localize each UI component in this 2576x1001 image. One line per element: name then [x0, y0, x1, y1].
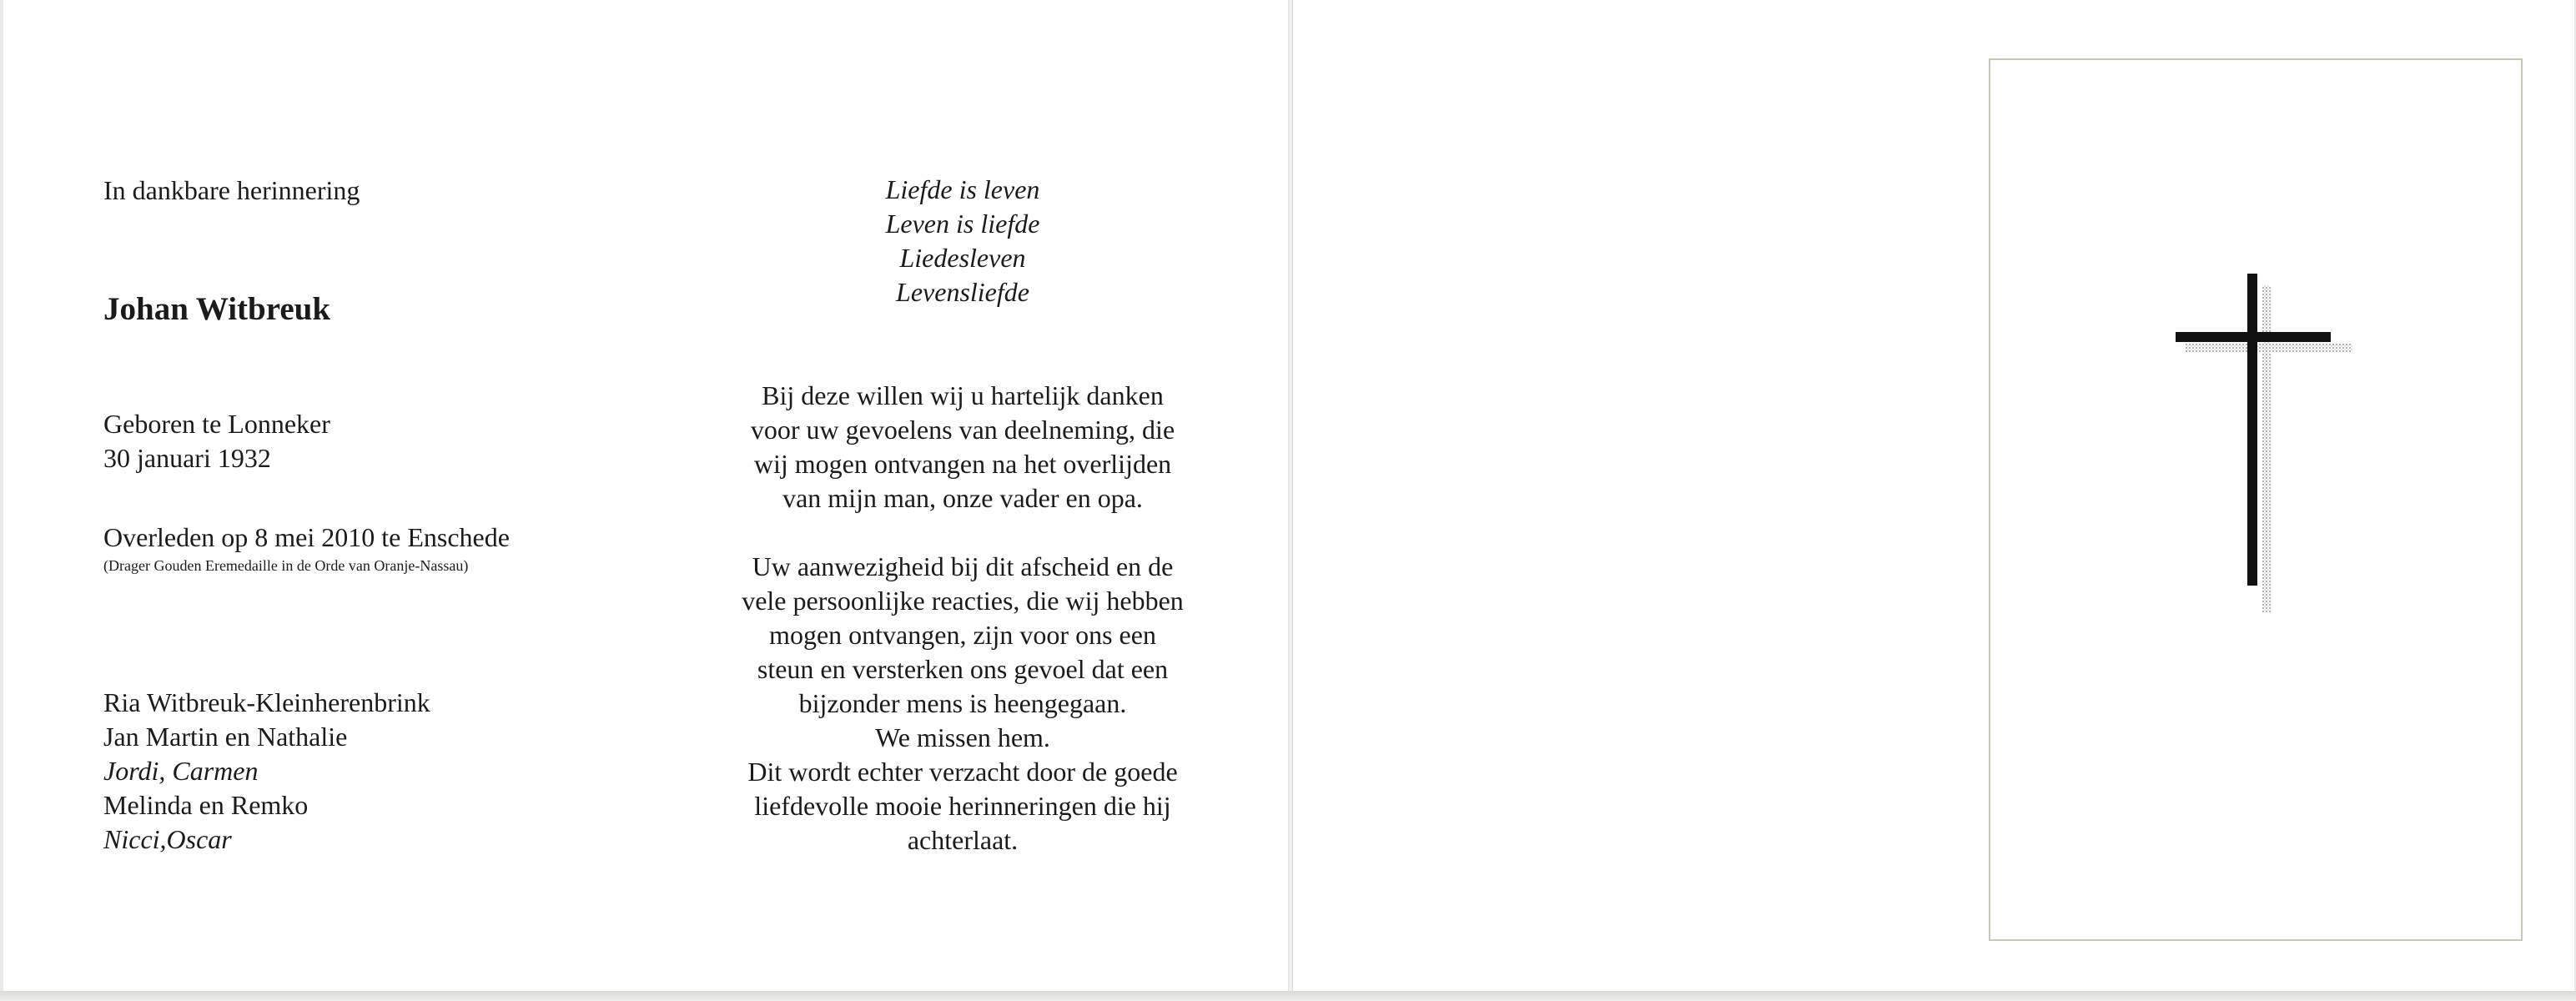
message-line: achterlaat.: [907, 825, 1019, 855]
birth-info: [103, 407, 330, 475]
message-line: Dit wordt echter verzacht door de goede: [747, 757, 1178, 787]
birth-date: 30 januari 1932: [103, 443, 271, 473]
message-line: We missen hem.: [875, 722, 1050, 752]
cross-shadow-horizontal: [2186, 344, 2352, 352]
thank-you-message: [712, 379, 1213, 858]
poem-line: Liedesleven: [899, 243, 1026, 273]
poem: [754, 173, 1171, 309]
honor-note: (Drager Gouden Eremedaille in de Orde van Oranje-Nassau): [103, 557, 469, 574]
message-line: vele persoonlijke reacties, die wij hebben: [742, 586, 1184, 616]
paragraph-spacer: [712, 516, 1213, 550]
grandchildren: Jordi, Carmen: [103, 756, 259, 786]
message-line: Uw aanwezigheid bij dit afscheid en de: [752, 551, 1174, 581]
scan-bottom-edge: [0, 991, 2576, 1001]
grandchildren: Nicci,Oscar: [103, 824, 232, 854]
message-line: mogen ontvangen, zijn voor ons een: [769, 620, 1156, 650]
family-list: [103, 686, 430, 857]
message-line: steun en versterken ons gevoel dat een: [757, 654, 1169, 684]
family-member: Melinda en Remko: [103, 790, 309, 820]
message-line: voor uw gevoelens van deelneming, die: [750, 415, 1175, 445]
message-line: wij mogen ontvangen na het overlijden: [753, 449, 1172, 479]
poem-line: Levensliefde: [896, 277, 1029, 307]
deceased-name: Johan Witbreuk: [103, 291, 331, 327]
death-info: Overleden op 8 mei 2010 te Enschede: [103, 522, 510, 552]
message-line: Bij deze willen wij u hartelijk danken: [762, 380, 1164, 410]
family-member: Ria Witbreuk-Kleinherenbrink: [103, 687, 430, 717]
cross-icon: [2169, 267, 2352, 617]
cross-vertical: [2247, 274, 2257, 586]
family-member: Jan Martin en Nathalie: [103, 722, 348, 752]
message-line: van mijn man, onze vader en opa.: [782, 483, 1143, 513]
poem-line: Leven is liefde: [885, 209, 1040, 239]
message-line: bijzonder mens is heengegaan.: [798, 688, 1127, 718]
intro-text: In dankbare herinnering: [103, 175, 360, 205]
poem-line: Liefde is leven: [885, 174, 1040, 204]
message-line: liefdevolle mooie herinneringen die hij: [754, 791, 1171, 821]
cross-horizontal: [2176, 332, 2331, 342]
birth-place: Geboren te Lonneker: [103, 409, 330, 439]
